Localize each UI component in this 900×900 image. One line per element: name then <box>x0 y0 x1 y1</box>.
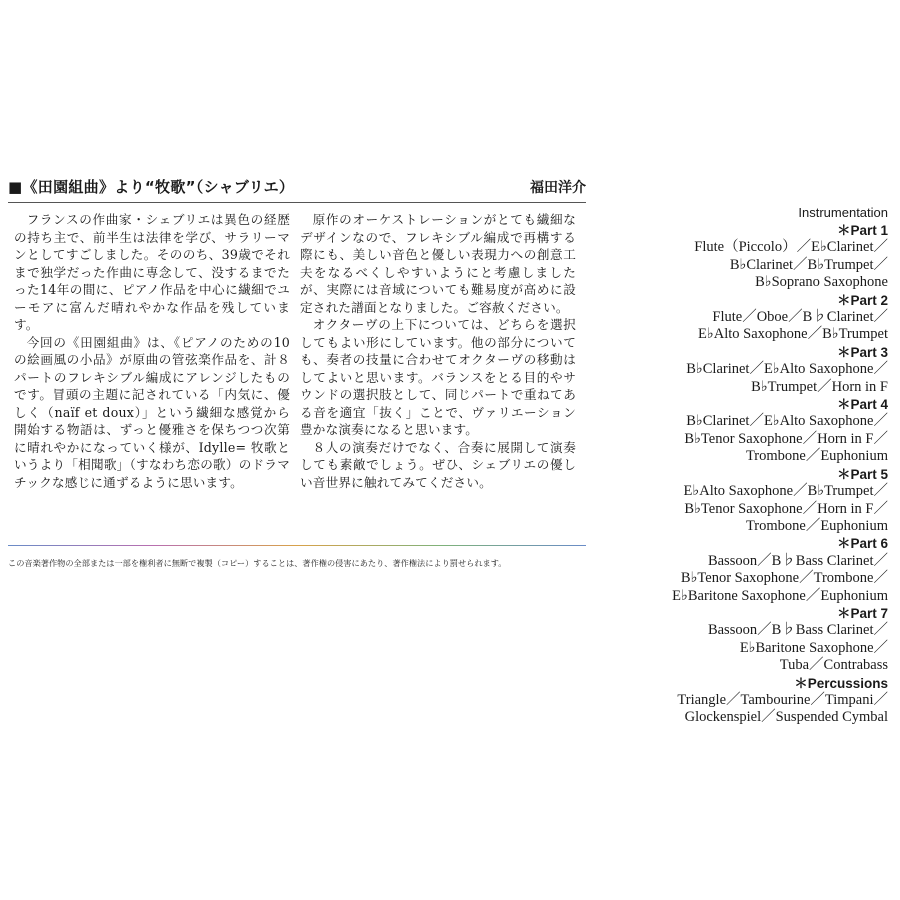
part-name: ＊Part 3 <box>836 344 888 360</box>
instrument-line: B♭Trumpet／Horn in F <box>751 378 888 395</box>
footer-rule <box>8 545 586 546</box>
part-name: ＊Part 1 <box>836 223 888 238</box>
instrument-line: Trombone／Euphonium <box>745 517 888 534</box>
paragraph: フランスの作曲家・シェブリエは異色の経歴の持ち主で、前半生は法律を学び、サラリーマンとしてすごしました。そののち、39歳でそれまで独学だった作曲に専念して、没するまでたった14年の間に、ピアノ作品を中心に繊細でユーモアに富んだ晴れやかな作品を残しています。 <box>14 212 290 332</box>
header <box>8 176 586 202</box>
instrument-line: E♭Baritone Saxophone／ <box>739 639 888 656</box>
instrument-line: B♭Clarinet／E♭Alto Saxophone／ <box>686 413 888 430</box>
instrumentation-list <box>628 204 888 727</box>
instrument-line: Bassoon／B♭Bass Clarinet／ <box>707 552 888 569</box>
instrument-line: B♭Soprano Saxophone <box>755 274 888 291</box>
instrumentation-heading: Instrumentation <box>798 205 888 220</box>
paragraph: 今回の《田園組曲》は、《ピアノのための10の絵画風の小品》が原曲の管弦楽作品を、計８パートのフレキシブル編成にアレンジしたものです。冒頭の主題に記されている「内気に、優しく（naïf et doux）」という繊細な感覚から開始する物語は、ずっと優雅さを保ちつつ次第に晴れやかになっていく様が、Idylle= 牧歌というより「相聞歌」（すなわち恋の歌）のドラマチックな感じに通ずるように思います。 <box>14 334 290 490</box>
part-name: ＊Part 2 <box>836 292 888 308</box>
instrument-line: B♭Clarinet／B♭Trumpet／ <box>729 256 888 273</box>
instrument-line: B♭Clarinet／E♭Alto Saxophone／ <box>686 361 888 378</box>
paragraph: 原作のオーケストレーションがとても繊細なデザインなので、フレキシブル編成で再構する際にも、美しい音色と優しい表現力への創意工夫をなるべくしやすいようにと考慮しましたが、実際には音域についても難易度が高めに設定された譜面となりました。ご容赦ください。 <box>300 212 576 315</box>
part-name: ＊Part 6 <box>836 536 888 552</box>
instrument-line: Bassoon／B♭Bass Clarinet／ <box>707 622 888 639</box>
paragraph: オクターヴの上下については、どちらを選択してもよい形にしています。他の部分についても、奏者の技量に合わせてオクターヴの移動はしてよいと思います。バランスをとる目的やサウンドの選択肢として、同じパートで重ねてある音を適宜「抜く」ことで、ヴァリエーション豊かな演奏になると思います。 <box>300 317 576 437</box>
instrument-line: Flute（Piccolo）／E♭Clarinet／ <box>694 239 888 256</box>
instrument-line: B♭Tenor Saxophone／Horn in F／ <box>684 500 888 517</box>
instrument-line: E♭Baritone Saxophone／Euphonium <box>672 587 888 604</box>
text-column-left <box>14 211 290 491</box>
instrument-line: B♭Tenor Saxophone／Trombone／ <box>680 570 888 587</box>
part-name: ＊Percussions <box>794 675 888 691</box>
part-name: ＊Part 5 <box>836 466 888 482</box>
instrument-line: B♭Tenor Saxophone／Horn in F／ <box>684 430 888 447</box>
instrument-line: Flute／Oboe／B♭Clarinet／ <box>712 309 888 326</box>
instrument-line: Tuba／Contrabass <box>779 657 888 674</box>
paragraph: ８人の演奏だけでなく、合奏に展開して演奏しても素敵でしょう。ぜひ、シェブリエの優しい音世界に触れてみてください。 <box>300 439 576 490</box>
parts-container <box>628 222 888 727</box>
part-name: ＊Part 4 <box>836 397 888 413</box>
text-column-right <box>300 211 576 491</box>
arranger-name: 福田洋介 <box>530 180 586 196</box>
instrument-line: E♭Alto Saxophone／B♭Trumpet／ <box>683 483 888 500</box>
instrument-line: Trombone／Euphonium <box>745 448 888 465</box>
instrument-line: E♭Alto Saxophone／B♭Trumpet <box>698 326 888 343</box>
part-name: ＊Part 7 <box>836 605 888 621</box>
title-rule <box>8 202 586 203</box>
piece-title: ■《田園組曲》より“牧歌”（シャブリエ） <box>8 178 295 196</box>
instrument-line: Triangle／Tambourine／Timpani／ <box>677 691 888 708</box>
instrument-line: Glockenspiel／Suspended Cymbal <box>684 709 888 726</box>
copyright-notice: この音楽著作物の全部または一部を権利者に無断で複製（コピー）することは、著作権の侵害にあたり、著作権法により罰せられます。 <box>8 558 507 568</box>
